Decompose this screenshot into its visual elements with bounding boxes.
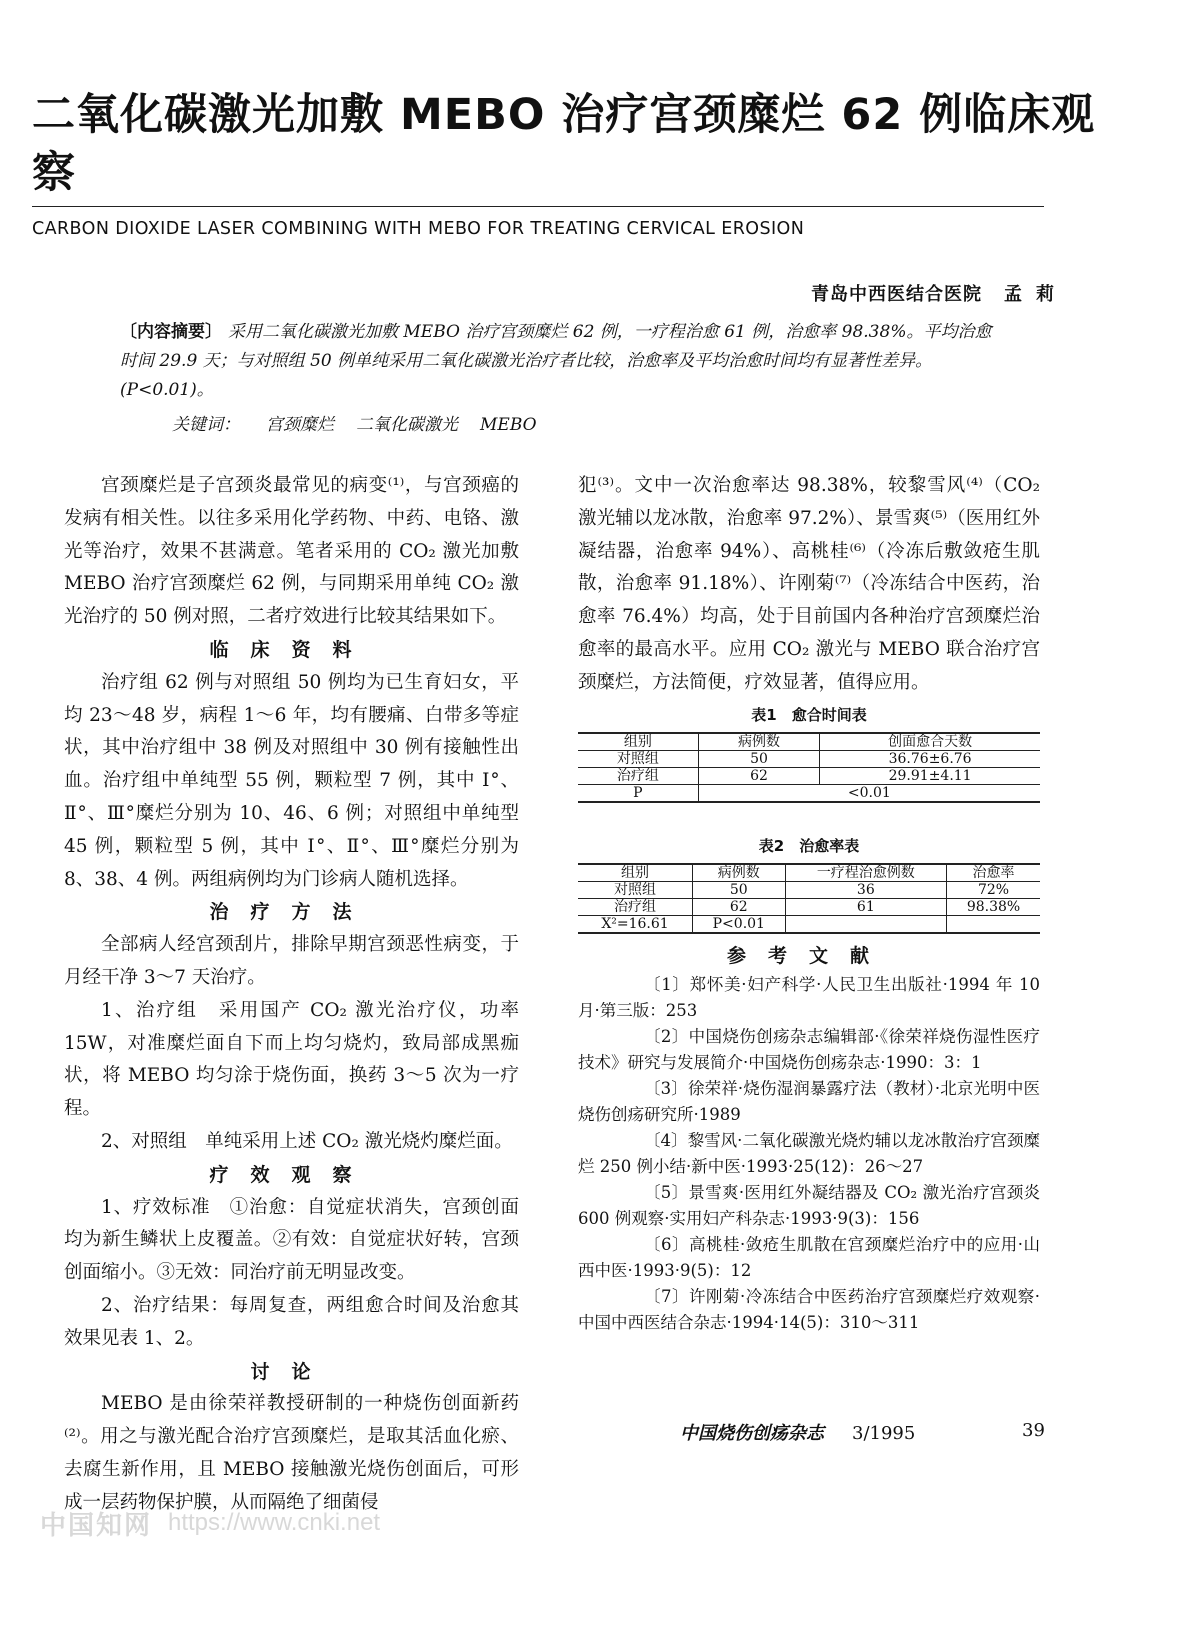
table-cell: 29.91±4.11 bbox=[820, 767, 1040, 784]
keywords-label: 关键词： bbox=[172, 415, 240, 435]
table-cell: 50 bbox=[698, 750, 819, 767]
table-cell: 72% bbox=[947, 881, 1040, 898]
table-header-cell: 病例数 bbox=[698, 733, 819, 751]
abstract-label: 〔内容摘要〕 bbox=[120, 322, 222, 342]
keyword-item: MEBO bbox=[480, 415, 537, 435]
english-subtitle: CARBON DIOXIDE LASER COMBINING WITH MEBO FOR TREATING CERVICAL EROSION bbox=[32, 219, 805, 239]
body-paragraph: MEBO 是由徐荣祥教授研制的一种烧伤创面新药⁽²⁾。用之与激光配合治疗宫颈糜烂，是取其活血化瘀、去腐生新作用，且 MEBO 接触激光烧伤创面后，可形成一层药物保护膜，从而隔绝了细菌侵 bbox=[64, 1393, 519, 1513]
author-name: 孟莉 bbox=[1004, 284, 1068, 305]
table-header-row bbox=[578, 864, 1040, 882]
section-heading-clinical-data: 临床资料 bbox=[209, 638, 374, 661]
keywords bbox=[172, 410, 537, 435]
author-affiliation: 青岛中西医结合医院 bbox=[811, 284, 982, 305]
abstract-text: 采用二氧化碳激光加敷 MEBO 治疗宫颈糜烂 62 例，一疗程治愈 61 例，治愈率 98.38%。平均治愈时间 29.9 天；与对照组 50 例单纯采用二氧化碳激光治疗者比较，治愈率及平均治愈时间均有显著性差异。(P<0.01)。 bbox=[120, 322, 992, 400]
section-heading-discussion: 讨论 bbox=[250, 1360, 333, 1383]
table1-caption: 表1 愈合时间表 bbox=[751, 705, 867, 724]
table-cell: 治疗组 bbox=[616, 767, 659, 784]
references-heading: 参考文献 bbox=[726, 944, 891, 967]
table-cell: 61 bbox=[785, 898, 946, 915]
table-cell: 36 bbox=[785, 881, 946, 898]
left-column bbox=[64, 470, 519, 1520]
table-cell: 治疗组 bbox=[614, 898, 657, 915]
reference-item: 〔3〕徐荣祥·烧伤湿润暴露疗法（教材）·北京光明中医烧伤创疡研究所·1989 bbox=[578, 1079, 1040, 1125]
table-cell: 98.38% bbox=[947, 898, 1040, 915]
table-row bbox=[578, 898, 1040, 915]
table-cell: 对照组 bbox=[616, 750, 659, 767]
table-cell: X²=16.61 bbox=[601, 915, 669, 932]
body-paragraph: 1、治疗组 采用国产 CO₂ 激光治疗仪，功率 15W，对准糜烂面自下而上均匀烧灼，致局部成黑痂状，将 MEBO 均匀涂于烧伤面，换药 3～5 次为一疗程。 bbox=[64, 999, 519, 1120]
page-number: 39 bbox=[1022, 1420, 1045, 1441]
table-row bbox=[578, 881, 1040, 898]
table-row bbox=[578, 750, 1040, 767]
references bbox=[578, 940, 1040, 1337]
table2-caption: 表2 治愈率表 bbox=[758, 836, 860, 855]
title-divider bbox=[32, 206, 1044, 207]
author-line bbox=[811, 280, 1068, 306]
table1-healing-time bbox=[578, 732, 1040, 803]
table-cell: 36.76±6.76 bbox=[820, 750, 1040, 767]
section-heading-treatment: 治疗方法 bbox=[209, 901, 374, 924]
right-column bbox=[578, 470, 1040, 1336]
table-header-cell: 一疗程治愈例数 bbox=[785, 864, 946, 882]
reference-item: 〔2〕中国烧伤创疡杂志编辑部·《徐荣祥烧伤湿性医疗技术》研究与发展简介·中国烧伤创疡杂志·1990：3：1 bbox=[578, 1027, 1040, 1073]
table-header-cell: 治愈率 bbox=[947, 864, 1040, 882]
journal-footer bbox=[680, 1419, 915, 1445]
keyword-item: 宫颈糜烂 bbox=[266, 415, 334, 435]
table-header-cell: 创面愈合天数 bbox=[820, 733, 1040, 751]
reference-item: 〔5〕景雪爽·医用红外凝结器及 CO₂ 激光治疗宫颈炎 600 例观察·实用妇产科杂志·1993·9(3)：156 bbox=[578, 1183, 1040, 1229]
body-paragraph: 2、治疗结果：每周复查，两组愈合时间及治愈其效果见表 1、2。 bbox=[64, 1294, 519, 1349]
abstract bbox=[120, 318, 1000, 405]
table2-cure-rate bbox=[578, 863, 1040, 934]
table-cell: P<0.01 bbox=[693, 915, 786, 933]
body-paragraph: 全部病人经宫颈刮片，排除早期宫颈恶性病变，于月经干净 3～7 天治疗。 bbox=[64, 934, 519, 988]
reference-item: 〔7〕许刚菊·冷冻结合中医药治疗宫颈糜烂疗效观察·中国中西医结合杂志·1994·14(5)：310～311 bbox=[578, 1287, 1040, 1333]
table-cell: <0.01 bbox=[698, 784, 1040, 802]
reference-item: 〔1〕郑怀美·妇产科学·人民卫生出版社·1994 年 10 月·第三版：253 bbox=[578, 975, 1040, 1021]
article-title: 二氧化碳激光加敷 MEBO 治疗宫颈糜烂 62 例临床观察 bbox=[32, 90, 1096, 198]
table-header-cell: 组别 bbox=[621, 864, 650, 881]
table-cell: 62 bbox=[693, 898, 786, 915]
table-cell bbox=[785, 915, 946, 933]
cnki-watermark-url: https://www.cnki.net bbox=[168, 1509, 381, 1536]
table-cell: 62 bbox=[698, 767, 819, 784]
table-header-cell: 组别 bbox=[623, 733, 652, 750]
table-row bbox=[578, 915, 1040, 933]
body-paragraph: 治疗组 62 例与对照组 50 例均为已生育妇女，平均 23～48 岁，病程 1～6 年，均有腰痛、白带多等症状，其中治疗组中 38 例及对照组中 30 例有接触性出血。治疗组中单纯型 55 例，颗粒型 7 例，其中 Ⅰ°、Ⅱ°、Ⅲ°糜烂分别为 10、46、6 例；对照组中单纯型 45 例，颗粒型 5 例，其中 Ⅰ°、Ⅱ°、Ⅲ°糜烂分别为 8、38、4 例。两组病例均为门诊病人随机选择。 bbox=[64, 671, 519, 890]
reference-item: 〔4〕黎雪风·二氧化碳激光烧灼辅以龙冰散治疗宫颈糜烂 250 例小结·新中医·1993·25(12)：26～27 bbox=[578, 1131, 1040, 1177]
table-header-cell: 病例数 bbox=[693, 864, 786, 882]
body-paragraph: 1、疗效标准 ①治愈：自觉症状消失，宫颈创面均为新生鳞状上皮覆盖。②有效：自觉症状好转，宫颈创面缩小。③无效：同治疗前无明显改变。 bbox=[64, 1196, 519, 1284]
body-paragraph: 2、对照组 单纯采用上述 CO₂ 激光烧灼糜烂面。 bbox=[101, 1130, 513, 1152]
table-header-row bbox=[578, 733, 1040, 751]
section-heading-efficacy: 疗效观察 bbox=[209, 1163, 374, 1186]
keyword-item: 二氧化碳激光 bbox=[356, 415, 458, 435]
journal-issue: 3/1995 bbox=[852, 1423, 916, 1444]
cnki-watermark-logo: 中国知网 bbox=[40, 1511, 153, 1541]
table-row bbox=[578, 784, 1040, 802]
table-cell: 对照组 bbox=[614, 881, 657, 898]
table-row bbox=[578, 767, 1040, 784]
intro-paragraph: 宫颈糜烂是子宫颈炎最常见的病变⁽¹⁾，与宫颈癌的发病有相关性。以往多采用化学药物、中药、电铬、激光等治疗，效果不甚满意。笔者采用的 CO₂ 激光加敷 MEBO 治疗宫颈糜烂 62 例，与同期采用单纯 CO₂ 激光治疗的 50 例对照，二者疗效进行比较其结果如下。 bbox=[64, 475, 519, 628]
table-cell bbox=[947, 915, 1040, 933]
table-cell: P bbox=[633, 784, 643, 801]
table-cell: 50 bbox=[693, 881, 786, 898]
journal-name: 中国烧伤创疡杂志 bbox=[680, 1423, 824, 1444]
body-paragraph: 犯⁽³⁾。文中一次治愈率达 98.38%，较黎雪风⁽⁴⁾（CO₂ 激光辅以龙冰散，治愈率 97.2%）、景雪爽⁽⁵⁾（医用红外凝结器，治愈率 94%）、高桃桂⁽⁶⁾（冷冻后敷敛疮生肌散，治愈率 91.18%）、许刚菊⁽⁷⁾（冷冻结合中医药，治愈率 76.4%）均高，处于目前国内各种治疗宫颈糜烂治愈率的最高水平。应用 CO₂ 激光与 MEBO 联合治疗宫颈糜烂，方法简便，疗效显著，值得应用。 bbox=[578, 475, 1040, 693]
reference-item: 〔6〕高桃桂·敛疮生肌散在宫颈糜烂治疗中的应用·山西中医·1993·9(5)：12 bbox=[578, 1235, 1040, 1281]
